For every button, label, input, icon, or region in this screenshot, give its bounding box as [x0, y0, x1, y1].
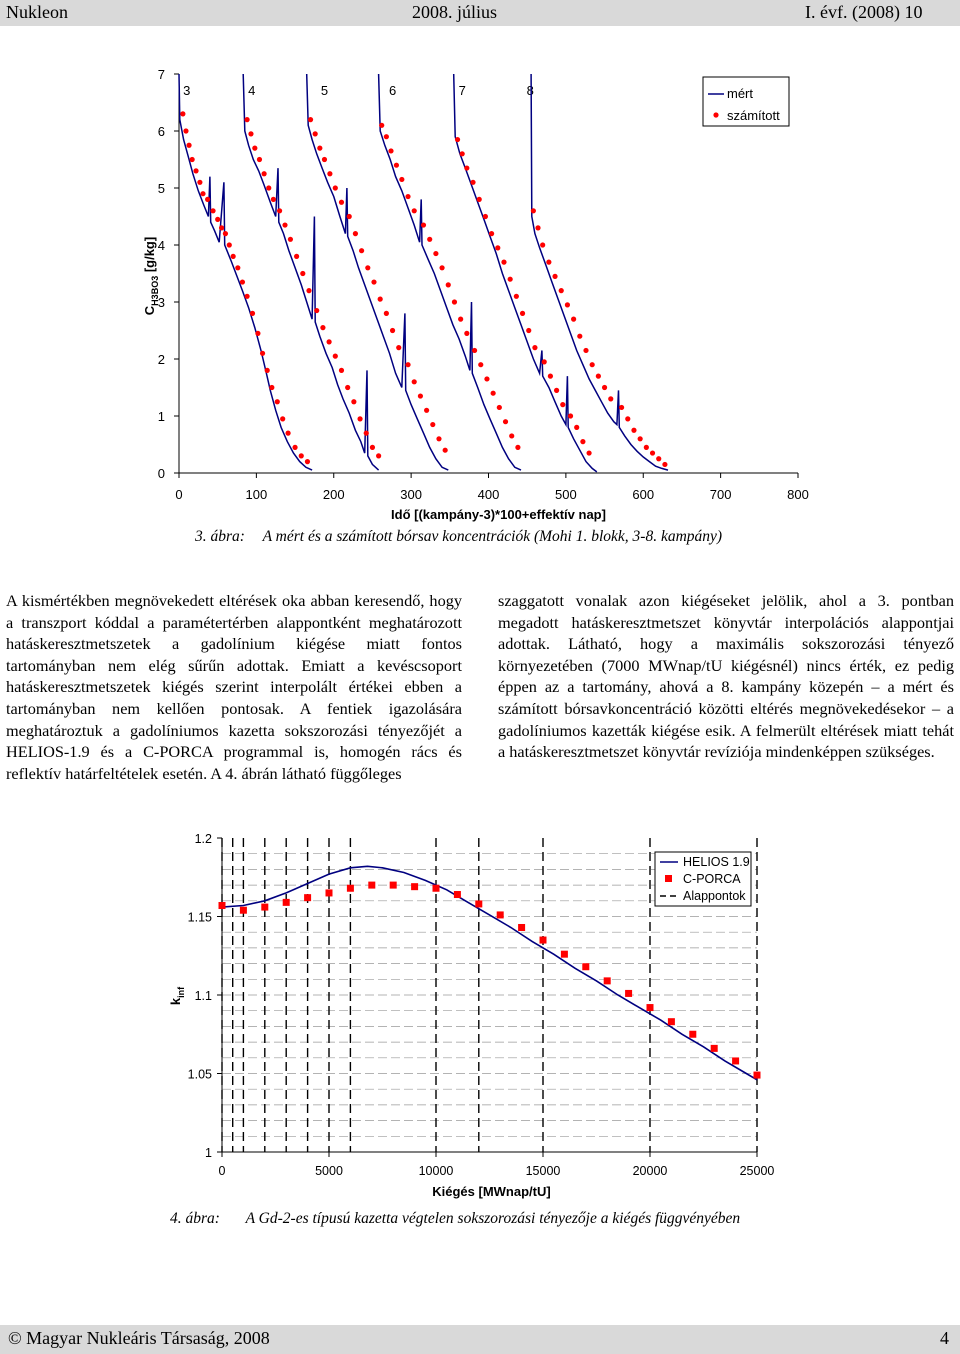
y-tick-label: 3	[157, 295, 165, 310]
x-axis-label: Idő [(kampány-3)*100+effektív nap]	[391, 507, 606, 522]
campaign-label: 3	[183, 83, 191, 98]
calculated-point	[327, 171, 332, 176]
calculated-point	[183, 128, 188, 133]
calculated-point	[484, 376, 489, 381]
calculated-point	[227, 242, 232, 247]
calculated-point	[215, 217, 220, 222]
calculated-point	[327, 339, 332, 344]
calculated-point	[460, 151, 465, 156]
campaign-label: 7	[458, 83, 466, 98]
calculated-point	[277, 208, 282, 213]
calculated-point	[322, 157, 327, 162]
issue-date: 2008. július	[412, 2, 498, 22]
calculated-point	[345, 385, 350, 390]
calculated-point	[294, 254, 299, 259]
kinf-chart	[0, 820, 960, 1210]
y-tick-label: 4	[157, 238, 165, 253]
calculated-point	[577, 334, 582, 339]
x-tick-label: 400	[477, 487, 500, 502]
calculated-point	[540, 242, 545, 247]
cporca-point	[689, 1031, 696, 1038]
x-tick-label: 20000	[632, 1164, 668, 1178]
y-axis-label-sub: inf	[176, 986, 186, 998]
calculated-point	[394, 163, 399, 168]
calculated-point	[266, 185, 271, 190]
cporca-point	[283, 899, 290, 906]
x-tick-label: 0	[218, 1164, 226, 1178]
y-axis-label	[168, 986, 186, 1005]
calculated-point	[455, 137, 460, 142]
cporca-point	[518, 924, 525, 931]
calculated-point	[269, 385, 274, 390]
calculated-point	[359, 248, 364, 253]
calculated-point	[306, 288, 311, 293]
cporca-point	[561, 951, 568, 958]
calculated-point	[412, 379, 417, 384]
calculated-point	[384, 311, 389, 316]
calculated-point	[458, 317, 463, 322]
calculated-point	[351, 399, 356, 404]
calculated-point	[514, 294, 519, 299]
calculated-point	[257, 157, 262, 162]
calculated-point	[399, 177, 404, 182]
x-tick-label: 10000	[418, 1164, 454, 1178]
calculated-point	[333, 354, 338, 359]
y-tick-label: 5	[157, 181, 165, 196]
calculated-point	[314, 308, 319, 313]
calculated-point	[531, 208, 536, 213]
legend-label-alappontok: Alappontok	[683, 889, 746, 903]
cporca-point	[454, 891, 461, 898]
calculated-point	[501, 260, 506, 265]
calculated-point	[443, 448, 448, 453]
cporca-point	[711, 1045, 718, 1052]
cporca-point	[304, 894, 311, 901]
calculated-point	[535, 225, 540, 230]
legend-label-measured: mért	[727, 86, 753, 101]
calculated-point	[424, 408, 429, 413]
calculated-point	[439, 265, 444, 270]
calculated-point	[262, 171, 267, 176]
figure4-caption	[170, 1210, 740, 1228]
y-axis-label-sub: H3BO3	[150, 275, 160, 306]
calculated-point	[388, 148, 393, 153]
calculated-point	[477, 197, 482, 202]
calculated-point	[248, 131, 253, 136]
x-axis-label: Kiégés [MWnap/tU]	[432, 1184, 551, 1199]
measured-line	[531, 74, 668, 470]
calculated-point	[497, 405, 502, 410]
calculated-point	[231, 254, 236, 259]
page-number: 4	[940, 1328, 949, 1348]
calculated-point	[574, 425, 579, 430]
calculated-point	[546, 260, 551, 265]
boric-acid-chart	[0, 0, 960, 524]
calculated-point	[590, 362, 595, 367]
calculated-point	[608, 396, 613, 401]
campaign-label: 8	[526, 83, 534, 98]
calculated-point	[625, 416, 630, 421]
calculated-point	[244, 117, 249, 122]
calculated-point	[384, 134, 389, 139]
cporca-point	[604, 977, 611, 984]
legend-square-swatch	[665, 875, 672, 882]
calculated-point	[491, 391, 496, 396]
cporca-point	[625, 990, 632, 997]
calculated-point	[436, 436, 441, 441]
calculated-point	[580, 439, 585, 444]
volume-info: I. évf. (2008) 10	[805, 2, 923, 22]
cporca-point	[390, 882, 397, 889]
x-tick-label: 500	[555, 487, 577, 502]
calculated-point	[552, 274, 557, 279]
campaign-label: 4	[248, 83, 256, 98]
cporca-point	[497, 911, 504, 918]
chart1-axes	[142, 67, 809, 522]
calculated-point	[244, 294, 249, 299]
calculated-point	[638, 436, 643, 441]
x-tick-label: 100	[245, 487, 268, 502]
body-paragraph-right: szaggatott vonalak azon kiégéseket jelölik, ahol a 3. pontban megadott hatáskeresztmetszet könyvtár interpolációs alappontjai adottak. Látható, hogy a maximális sokszorozási tényező környezetében (7000 MWnap/tU kiégésnél) nincs érték, ez pedig éppen az a tartomány, ahová a 8. kampány közepén – a mért és számított bórsavkoncentráció közötti eltérés megnövekedésekor – a gadolíniumos kazetták kiégése esik. A felmerült eltérések miatt tehát a hatáskeresztmetszet könyvtár revíziója mindenképpen szükséges.	[498, 591, 954, 762]
calculated-point	[379, 123, 384, 128]
figure4-caption-text: A Gd-2-es típusú kazetta végtelen sokszorozási tényezője a kiégés függvényében	[245, 1210, 741, 1227]
calculated-point	[619, 405, 624, 410]
calculated-point	[412, 208, 417, 213]
calculated-point	[250, 311, 255, 316]
calculated-point	[495, 245, 500, 250]
calculated-point	[418, 393, 423, 398]
calculated-point	[446, 282, 451, 287]
calculated-point	[317, 146, 322, 151]
calculated-point	[280, 416, 285, 421]
calculated-point	[197, 180, 202, 185]
y-tick-label: 1.05	[187, 1067, 212, 1082]
calculated-point	[308, 117, 313, 122]
calculated-point	[370, 445, 375, 450]
calculated-point	[347, 214, 352, 219]
y-tick-label: 1	[205, 1146, 212, 1160]
x-tick-label: 200	[322, 487, 345, 502]
cporca-point	[326, 889, 333, 896]
figure3-caption	[195, 528, 722, 546]
calculated-point	[421, 222, 426, 227]
x-tick-label: 600	[632, 487, 655, 502]
calculated-point	[235, 265, 240, 270]
x-tick-label: 700	[709, 487, 732, 502]
calculated-point	[464, 331, 469, 336]
y-tick-label: 0	[157, 466, 165, 481]
calculated-point	[205, 197, 210, 202]
calculated-point	[430, 422, 435, 427]
legend-point-swatch	[713, 112, 718, 117]
campaign-label: 6	[388, 83, 397, 98]
legend-label-calculated: számított	[727, 108, 780, 123]
calculated-point	[483, 214, 488, 219]
calculated-point	[631, 428, 636, 433]
calculated-point	[193, 168, 198, 173]
cporca-point	[732, 1057, 739, 1064]
chart1-legend	[703, 77, 789, 126]
y-tick-label: 1.15	[187, 910, 212, 925]
measured-line	[379, 74, 521, 470]
calculated-point	[255, 331, 260, 336]
calculated-point	[313, 131, 318, 136]
calculated-point	[260, 351, 265, 356]
calculated-point	[200, 191, 205, 196]
cporca-point	[475, 900, 482, 907]
calculated-point	[596, 374, 601, 379]
calculated-point	[223, 231, 228, 236]
calculated-point	[275, 399, 280, 404]
cporca-point	[582, 963, 589, 970]
figure4-caption-label: 4. ábra:	[170, 1210, 220, 1227]
calculated-point	[464, 165, 469, 170]
copyright: © Magyar Nukleáris Társaság, 2008	[8, 1328, 270, 1348]
calculated-point	[470, 180, 475, 185]
y-tick-label: 1.2	[194, 832, 212, 846]
calculated-point	[305, 459, 310, 464]
cporca-point	[433, 885, 440, 892]
calculated-point	[452, 299, 457, 304]
calculated-point	[396, 345, 401, 350]
cporca-point	[540, 937, 547, 944]
y-tick-label: 6	[157, 124, 165, 139]
cporca-point	[668, 1018, 675, 1025]
y-axis-label-unit: [g/kg]	[142, 236, 157, 276]
calculated-point	[526, 328, 531, 333]
calculated-point	[532, 345, 537, 350]
calculated-point	[427, 237, 432, 242]
calculated-point	[288, 237, 293, 242]
calculated-point	[390, 328, 395, 333]
cporca-point	[219, 902, 226, 909]
calculated-point	[560, 402, 565, 407]
measured-line	[454, 74, 597, 472]
calculated-point	[472, 348, 477, 353]
cporca-point	[411, 883, 418, 890]
calculated-point	[508, 277, 513, 282]
calculated-point	[219, 225, 224, 230]
page-footer	[0, 1325, 960, 1354]
calculated-point	[489, 231, 494, 236]
calculated-point	[554, 388, 559, 393]
calculated-point	[371, 279, 376, 284]
figure3-caption-text: A mért és a számított bórsav koncentrációk (Mohi 1. blokk, 3-8. kampány)	[262, 528, 723, 545]
legend-label-cporca: C-PORCA	[683, 872, 741, 886]
calculated-point	[656, 456, 661, 461]
calculated-point	[568, 413, 573, 418]
calculated-point	[662, 462, 667, 467]
x-tick-label: 15000	[525, 1164, 561, 1178]
calculated-point	[378, 297, 383, 302]
calculated-point	[353, 231, 358, 236]
calculated-point	[339, 368, 344, 373]
x-tick-label: 300	[400, 487, 422, 502]
body-paragraph-left: A kismértékben megnövekedett eltérések oka abban keresendő, hogy a transzport kóddal a paramétertérben alappontként meghatározott hatáskeresztmetszetek a gadolínium kiégése miatt fontos tartományban nem elég sűrűn adottak. Emiatt a kevéscsoport hatáskeresztmetszetek kiégés szerint interpolált értékei ebben a tartományban nem kellően pontosak. A fentiek igazolására meghatároztuk a gadolíniumos kazetta sokszorozási tényezőjét a HELIOS-1.9 és a C-PORCA programmal is, homogén rács és reflektív határfeltételek esetén. A 4. ábrán látható függőleges	[6, 591, 462, 783]
calculated-point	[180, 111, 185, 116]
calculated-point	[365, 265, 370, 270]
calculated-point	[559, 288, 564, 293]
calculated-point	[548, 374, 553, 379]
y-tick-label: 1	[157, 409, 165, 424]
x-tick-label: 25000	[739, 1164, 775, 1178]
calculated-point	[509, 433, 514, 438]
calculated-point	[376, 453, 381, 458]
calculated-point	[210, 208, 215, 213]
x-tick-label: 5000	[315, 1164, 343, 1178]
calculated-point	[565, 302, 570, 307]
calculated-point	[252, 146, 257, 151]
calculated-point	[583, 348, 588, 353]
cporca-point	[368, 882, 375, 889]
calculated-point	[503, 419, 508, 424]
calculated-point	[644, 445, 649, 450]
chart1-series	[179, 74, 668, 472]
calculated-point	[339, 200, 344, 205]
cporca-point	[647, 1004, 654, 1011]
x-tick-label: 800	[787, 487, 809, 502]
calculated-point	[186, 143, 191, 148]
calculated-point	[320, 325, 325, 330]
chart2-legend	[655, 852, 751, 906]
cporca-point	[240, 907, 247, 914]
calculated-point	[299, 453, 304, 458]
calculated-point	[602, 385, 607, 390]
campaign-label: 5	[320, 83, 329, 98]
legend-label-helios: HELIOS 1.9	[683, 855, 750, 869]
figure3-caption-label: 3. ábra:	[195, 528, 245, 545]
calculated-point	[364, 431, 369, 436]
y-tick-label: 2	[157, 352, 165, 367]
y-axis-label-main: C	[142, 305, 157, 316]
cporca-point	[347, 885, 354, 892]
calculated-point	[586, 450, 591, 455]
calculated-point	[265, 368, 270, 373]
journal-name: Nukleon	[6, 2, 68, 22]
calculated-point	[405, 194, 410, 199]
calculated-point	[240, 279, 245, 284]
y-tick-label: 7	[157, 67, 165, 82]
x-tick-label: 0	[175, 487, 183, 502]
calculated-point	[333, 185, 338, 190]
calculated-point	[433, 251, 438, 256]
calculated-point	[520, 311, 525, 316]
calculated-point	[300, 271, 305, 276]
y-tick-label: 1.1	[194, 989, 212, 1003]
calculated-point	[571, 317, 576, 322]
cporca-point	[261, 904, 268, 911]
calculated-point	[282, 222, 287, 227]
calculated-point	[292, 445, 297, 450]
cporca-point	[754, 1072, 761, 1079]
calculated-point	[650, 450, 655, 455]
calculated-point	[515, 445, 520, 450]
calculated-point	[405, 362, 410, 367]
calculated-point	[285, 431, 290, 436]
calculated-point	[357, 416, 362, 421]
calculated-point	[271, 197, 276, 202]
y-axis-label-main: k	[168, 997, 183, 1006]
calculated-point	[190, 157, 195, 162]
calculated-point	[542, 359, 547, 364]
calculated-point	[478, 362, 483, 367]
